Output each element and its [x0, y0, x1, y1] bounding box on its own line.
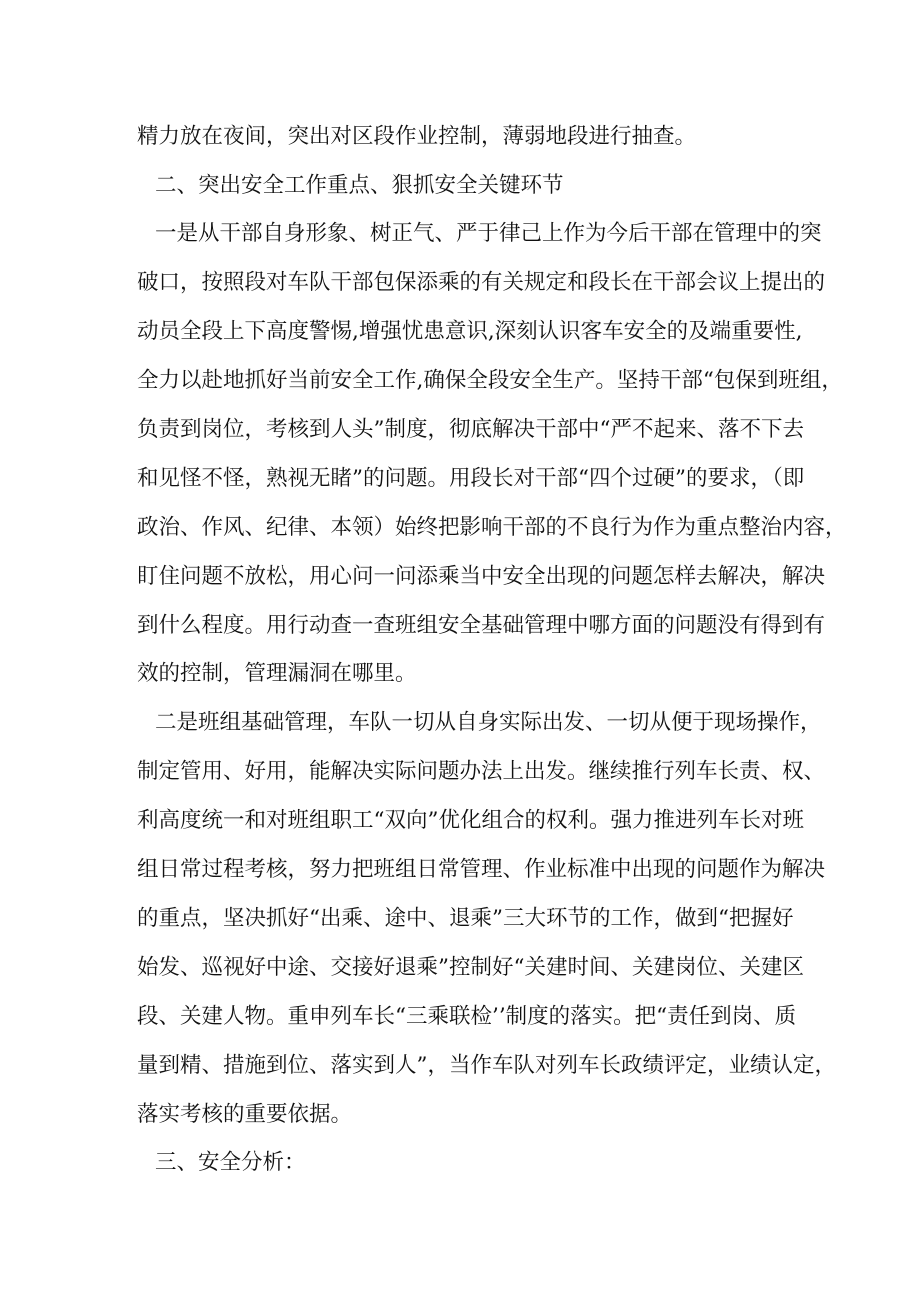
text-line: 和见怪不怪，熟视无睹”的问题。用段长对干部“四个过硬”的要求，（即: [137, 466, 805, 491]
text-line: 量到精、措施到位、落实到人”，当作车队对列车长政绩评定，业绩认定，: [137, 1053, 836, 1078]
text-line: 政治、作风、纪律、本领）始终把影响干部的不良行为作为重点整治内容，: [137, 515, 847, 540]
text-line: 利高度统一和对班组职工“双向”优化组合的权利。强力推进列车长对班: [137, 808, 804, 833]
text-line: 动员全段上下高度警惕,增强忧患意识,深刻认识客车安全的及端重要性,: [137, 319, 803, 344]
text-line: 负责到岗位，考核到人头”制度，彻底解决干部中“严不起来、落不下去: [137, 417, 804, 442]
text-line: 二是班组基础管理，车队一切从自身实际出发、一切从便于现场操作，: [155, 710, 822, 735]
text-line: 制定管用、好用，能解决实际问题办法上出发。继续推行列车长责、权、: [137, 759, 826, 784]
text-line: 到什么程度。用行动查一查班组安全基础管理中哪方面的问题没有得到有: [137, 613, 826, 638]
text-line: 一是从干部自身形象、树正气、严于律己上作为今后干部在管理中的突: [155, 221, 822, 246]
text-line: 盯住问题不放松，用心问一问添乘当中安全出现的问题怎样去解决，解决: [137, 564, 826, 589]
text-line: 效的控制，管理漏洞在哪里。: [137, 661, 417, 686]
text-line: 始发、巡视好中途、交接好退乘”控制好“关建时间、关建岗位、关建区: [137, 955, 804, 980]
text-line: 全力以赴地抓好当前安全工作,确保全段安全生产。坚持干部“包保到班组，: [137, 368, 843, 393]
text-line: 的重点，坚决抓好“出乘、途中、退乘”三大环节的工作，做到“把握好: [137, 906, 794, 931]
text-line: 落实考核的重要依据。: [137, 1102, 353, 1127]
text-line: 精力放在夜间，突出对区段作业控制，薄弱地段进行抽查。: [137, 124, 697, 149]
section-heading: 二、突出安全工作重点、狠抓安全关键环节: [155, 173, 564, 198]
text-line: 破口，按照段对车队干部包保添乘的有关规定和段长在干部会议上提出的: [137, 270, 826, 295]
text-line: 段、关建人物。重申列车长“三乘联检’’制度的落实。把“责任到岗、质: [137, 1004, 797, 1029]
section-heading: 三、安全分析：: [155, 1150, 306, 1175]
text-line: 组日常过程考核，努力把班组日常管理、作业标准中出现的问题作为解决: [137, 857, 826, 882]
